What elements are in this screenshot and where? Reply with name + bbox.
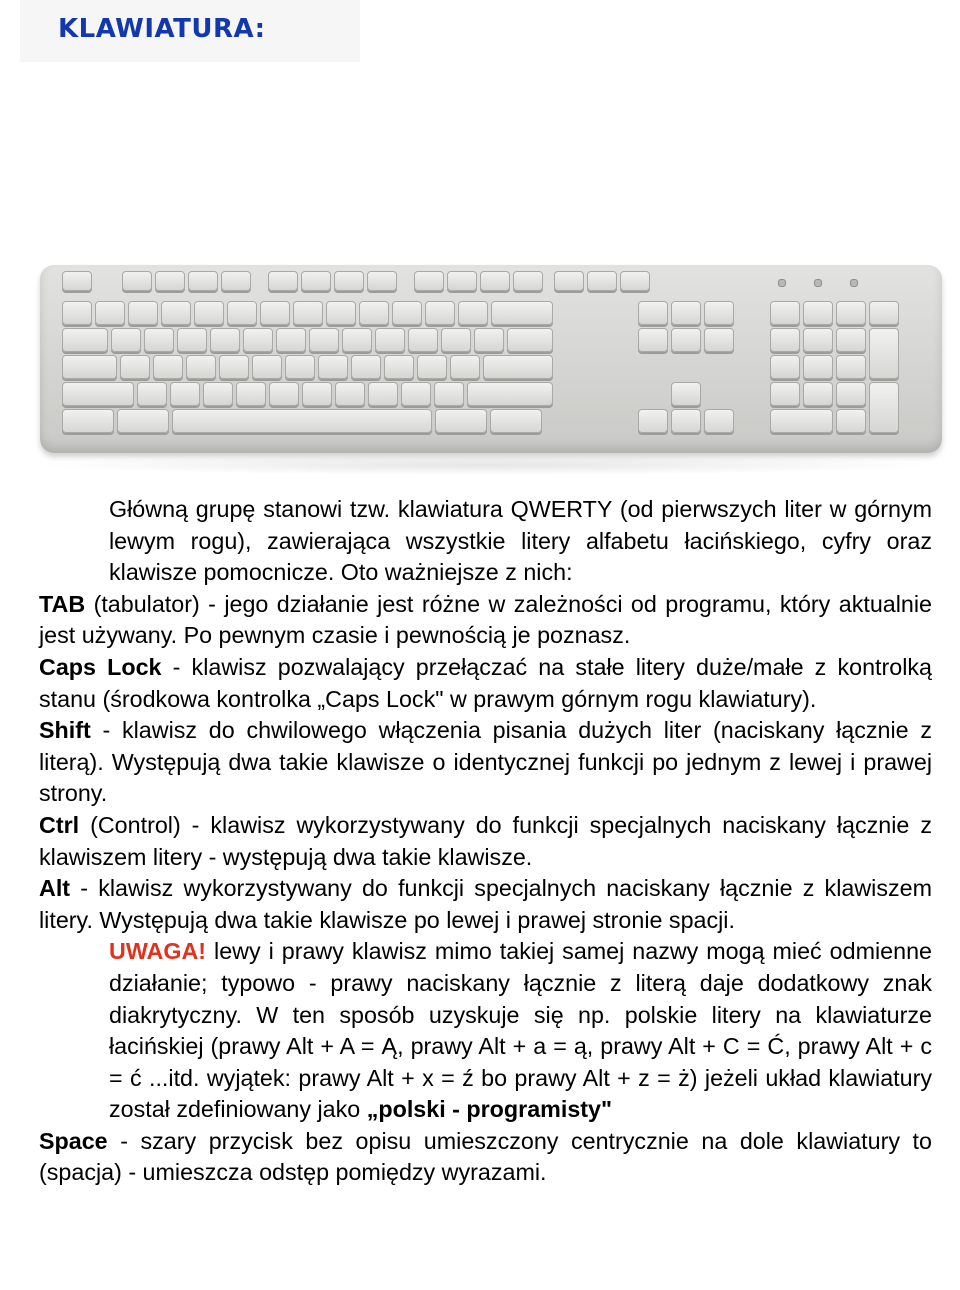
- keyboard-key: [441, 328, 471, 352]
- page-title: KLAWIATURA:: [58, 14, 266, 44]
- keyboard-key: [770, 355, 800, 379]
- keyboard-key: [62, 409, 114, 433]
- space-paragraph: [39, 1126, 932, 1189]
- keyboard-key: [414, 271, 444, 291]
- keyboard-key: [474, 328, 504, 352]
- keyboard-key: [507, 328, 553, 352]
- keyboard-key: [704, 328, 734, 352]
- keyboard-key: [408, 328, 438, 352]
- keyboard-key: [186, 355, 216, 379]
- keyboard-key: [836, 328, 866, 352]
- keyboard-key: [417, 355, 447, 379]
- keyboard-key: [137, 382, 167, 406]
- keyboard-key: [144, 328, 174, 352]
- keyboard-key: [450, 355, 480, 379]
- keyboard-key: [671, 301, 701, 325]
- keyboard-key: [671, 328, 701, 352]
- keyboard-key: [269, 382, 299, 406]
- uwaga-paragraph: [39, 936, 932, 1126]
- keyboard-key: [836, 409, 866, 433]
- keyboard-key: [803, 328, 833, 352]
- keyboard-key: [236, 382, 266, 406]
- keyboard-key: [770, 301, 800, 325]
- keyboard-key: [309, 328, 339, 352]
- keyboard-key: [803, 355, 833, 379]
- keyboard-key: [836, 355, 866, 379]
- keyboard-led-indicator: [814, 279, 822, 287]
- keyboard-key: [318, 355, 348, 379]
- keyboard-key: [638, 301, 668, 325]
- keyboard-key: [425, 301, 455, 325]
- keyboard-key: [334, 271, 364, 291]
- keyboard-key: [342, 328, 372, 352]
- keyboard-key: [252, 355, 282, 379]
- keyboard-key: [155, 271, 185, 291]
- space-term: Space: [39, 1127, 108, 1154]
- keyboard-key: [513, 271, 543, 291]
- keyboard-key: [194, 301, 224, 325]
- keyboard-key: [803, 301, 833, 325]
- keyboard-key: [153, 355, 183, 379]
- keyboard-key: [62, 301, 92, 325]
- keyboard-key: [285, 355, 315, 379]
- keyboard-key: [219, 355, 249, 379]
- keyboard-led-indicator: [778, 279, 786, 287]
- keyboard-key: [276, 328, 306, 352]
- keyboard-key: [117, 409, 169, 433]
- keyboard-key: [384, 355, 414, 379]
- keyboard-key: [704, 409, 734, 433]
- keyboard-shadow: [30, 455, 940, 475]
- keyboard-key: [554, 271, 584, 291]
- keyboard-key: [170, 382, 200, 406]
- space-description: - szary przycisk bez opisu umieszczony centrycznie na dole klawiatury to (spacja) - umieszcza odstęp pomiędzy wyrazami.: [39, 1127, 932, 1186]
- keyboard-key: [62, 382, 134, 406]
- keyboard-key: [491, 301, 553, 325]
- keyboard-key: [704, 301, 734, 325]
- keyboard-key: [392, 301, 422, 325]
- keyboard-key: [638, 409, 668, 433]
- keyboard-key: [260, 301, 290, 325]
- keyboard-key: [368, 382, 398, 406]
- keyboard-key: [351, 355, 381, 379]
- caps-description: - klawisz pozwalający przełączać na stałe litery duże/małe z kontrolką stanu (środkowa kontrolka „Caps Lock" w prawym górnym rogu klawiatury).: [39, 653, 933, 712]
- keyboard-key: [483, 355, 553, 379]
- keyboard-key: [335, 382, 365, 406]
- keyboard-illustration: [0, 120, 960, 480]
- keyboard-key: [243, 328, 273, 352]
- keyboard-key: [587, 271, 617, 291]
- keyboard-key: [401, 382, 431, 406]
- keyboard-key: [671, 409, 701, 433]
- keyboard-key: [447, 271, 477, 291]
- alt-paragraph: [39, 873, 932, 936]
- ctrl-term: Ctrl: [39, 811, 80, 838]
- title-box: [20, 0, 360, 62]
- keyboard-key: [95, 301, 125, 325]
- keyboard-key: [188, 271, 218, 291]
- keyboard-key: [434, 382, 464, 406]
- keyboard-key: [302, 382, 332, 406]
- intro-paragraph: Główną grupę stanowi tzw. klawiatura QWERTY (od pierwszych liter w górnym lewym rogu), zawierająca wszystkie litery alfabetu łacińskiego, cyfry oraz klawisze pomocnicze. Oto ważniejsze z nich:: [109, 496, 932, 586]
- keyboard-key: [301, 271, 331, 291]
- shift-paragraph: [39, 715, 932, 810]
- keyboard-key: [836, 301, 866, 325]
- keyboard-key: [620, 271, 650, 291]
- alt-description: - klawisz wykorzystywany do funkcji specjalnych naciskany łącznie z klawiszem litery. Występują dwa takie klawisze po lewej i prawej stronie spacji.: [39, 875, 932, 933]
- tab-paragraph: [39, 589, 932, 652]
- keyboard-key: [210, 328, 240, 352]
- keyboard-key: [770, 328, 800, 352]
- keyboard-key: [326, 301, 356, 325]
- keyboard-key: [367, 271, 397, 291]
- keyboard-key: [62, 328, 108, 352]
- ctrl-description: (Control) - klawisz wykorzystywany do funkcji specjalnych naciskany łącznie z klawiszem litery - występują dwa takie klawisze.: [39, 811, 932, 870]
- caps-paragraph: [39, 652, 932, 715]
- keyboard-key: [480, 271, 510, 291]
- keyboard-key: [869, 382, 899, 433]
- keyboard-key: [62, 271, 92, 291]
- shift-description: - klawisz do chwilowego włączenia pisania dużych liter (naciskany łącznie z literą). Występują dwa takie klawisze o identycznej funkcji po jednym z lewej i prawej strony.: [39, 717, 932, 807]
- ctrl-paragraph: [39, 810, 932, 873]
- keyboard-key: [177, 328, 207, 352]
- keyboard-key: [467, 382, 553, 406]
- keyboard-key: [375, 328, 405, 352]
- keyboard-key: [161, 301, 191, 325]
- shift-term: Shift: [39, 717, 91, 744]
- tab-term: TAB: [39, 590, 86, 617]
- keyboard-key: [120, 355, 150, 379]
- tab-description: (tabulator) - jego działanie jest różne w zależności od programu, który aktualnie jest używany. Po pewnym czasie i pewnością je poznasz.: [39, 590, 932, 649]
- caps-term: Caps Lock: [39, 653, 162, 680]
- keyboard-key: [671, 382, 701, 406]
- keyboard-led-indicator: [850, 279, 858, 287]
- keyboard-key: [128, 301, 158, 325]
- keyboard-key: [293, 301, 323, 325]
- keyboard-key: [869, 301, 899, 325]
- uwaga-term: UWAGA!: [109, 938, 207, 965]
- keyboard-key: [122, 271, 152, 291]
- uwaga-description: lewy i prawy klawisz mimo takiej samej nazwy mogą mieć odmienne działanie; typowo - prawy naciskany łącznie z literą daje dodatkowy znak diakrytyczny. W ten sposób uzyskuje się np. polskie litery na klawiaturze łacińskiej (prawy Alt + A = Ą, prawy Alt + a = ą, prawy Alt + C = Ć, prawy Alt + c = ć ...itd. wyjątek: prawy Alt + x = ź bo prawy Alt + z = ż) jeżeli układ klawiatury został zdefiniowany jako: [109, 938, 932, 1123]
- keyboard-key: [869, 328, 899, 379]
- uwaga-layout-name: „polski - programisty": [366, 1096, 613, 1123]
- keyboard-body: [40, 265, 942, 453]
- keyboard-key: [638, 328, 668, 352]
- keyboard-key: [111, 328, 141, 352]
- keyboard-key: [203, 382, 233, 406]
- keyboard-key: [803, 382, 833, 406]
- keyboard-key: [435, 409, 487, 433]
- article-body: [39, 494, 932, 1189]
- keyboard-key: [836, 382, 866, 406]
- keyboard-key: [172, 409, 432, 433]
- keyboard-key: [770, 382, 800, 406]
- keyboard-key: [221, 271, 251, 291]
- keyboard-key: [490, 409, 542, 433]
- keyboard-key: [770, 409, 833, 433]
- keyboard-key: [458, 301, 488, 325]
- keyboard-key: [62, 355, 117, 379]
- alt-term: Alt: [39, 875, 71, 902]
- keyboard-key: [359, 301, 389, 325]
- keyboard-key: [227, 301, 257, 325]
- keyboard-key: [268, 271, 298, 291]
